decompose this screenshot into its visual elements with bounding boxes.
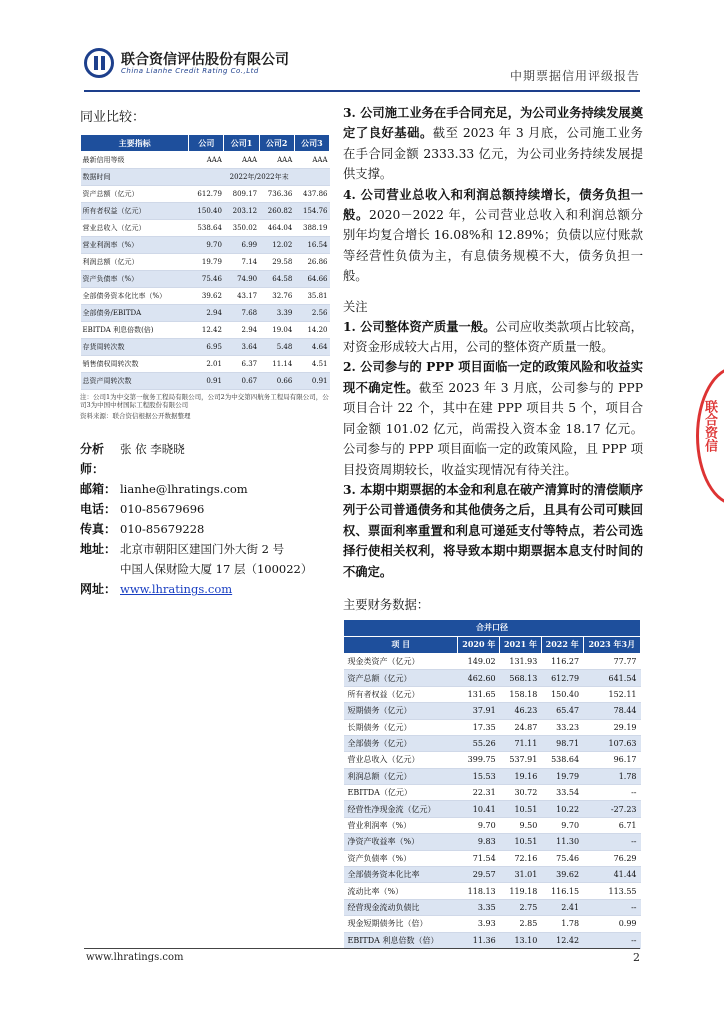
table-row [344, 834, 641, 850]
cell: 6.95 [189, 339, 224, 356]
concern-2-text: 截至 2023 年 3 月底，公司参与的 PPP 项目合计 22 个，其中在建 PPP 项目共 5 个，项目合同金额 101.02 亿元，尚需投入资本金 18.17 亿元。公司参与的 PPP 项目面临一定的政策风险，且 PPP 项目投资周期较长，收益实现情况有待关注。 [343, 380, 643, 477]
peer-table-source: 资料来源：联合资信根据公开数据整理 [80, 412, 191, 420]
cell: 12.42 [541, 932, 583, 948]
table-row [81, 322, 330, 339]
row-label: 现金短期债务比（倍） [344, 916, 458, 932]
row-label: 所有者权益（亿元） [81, 203, 189, 220]
fin-col-header: 2023 年3月 [583, 636, 640, 653]
cell: 71.54 [458, 850, 500, 866]
analyst-label: 分析师： [80, 442, 105, 476]
cell: 37.91 [458, 703, 500, 719]
peer-col-header: 公司3 [294, 135, 329, 152]
cell: 538.64 [541, 752, 583, 768]
strength-4 [343, 185, 643, 287]
header-divider [84, 90, 640, 92]
row-label: 资产总额（亿元） [81, 186, 189, 203]
cell: 78.44 [583, 703, 640, 719]
cell: 72.16 [500, 850, 542, 866]
row-label: 所有者权益（亿元） [344, 686, 458, 702]
cell: 16.54 [294, 237, 329, 254]
cell: 131.65 [458, 686, 500, 702]
cell: 15.53 [458, 768, 500, 784]
cell: 9.50 [500, 817, 542, 833]
cell: 2.85 [500, 916, 542, 932]
cell: 9.70 [541, 817, 583, 833]
row-label: 存货周转次数 [81, 339, 189, 356]
row-label: EBITDA（亿元） [344, 785, 458, 801]
cell: 11.30 [541, 834, 583, 850]
cell: 9.70 [189, 237, 224, 254]
row-label: 全部债务/EBITDA [81, 305, 189, 322]
cell: 4.64 [294, 339, 329, 356]
fin-col-header: 2021 年 [500, 636, 542, 653]
page-header [84, 44, 640, 88]
cell: 74.90 [224, 271, 259, 288]
cell: 39.62 [541, 867, 583, 883]
fin-table-header [344, 636, 641, 653]
cell: 2.41 [541, 899, 583, 915]
table-row [344, 801, 641, 817]
cell: 537.91 [500, 752, 542, 768]
row-label: 现金类资产（亿元） [344, 653, 458, 669]
cell: 64.58 [259, 271, 294, 288]
cell: 131.93 [500, 653, 542, 669]
cell: 9.83 [458, 834, 500, 850]
cell: 116.15 [541, 883, 583, 899]
cell: 46.23 [500, 703, 542, 719]
cell: 2.75 [500, 899, 542, 915]
row-label: 资产总额（亿元） [344, 670, 458, 686]
row-label: 总资产周转次数 [81, 373, 189, 390]
cell: 6.71 [583, 817, 640, 833]
fin-col-header: 2020 年 [458, 636, 500, 653]
table-row [344, 899, 641, 915]
phone: 010-85679696 [120, 502, 205, 516]
cell: 19.79 [541, 768, 583, 784]
table-row [81, 305, 330, 322]
cell: 96.17 [583, 752, 640, 768]
table-row [81, 237, 330, 254]
cell: 0.91 [294, 373, 329, 390]
table-row [344, 932, 641, 948]
table-row [344, 785, 641, 801]
table-row [81, 254, 330, 271]
cell: 736.36 [259, 186, 294, 203]
row-label: 长期债务（亿元） [344, 719, 458, 735]
company-name-en: China Lianhe Credit Rating Co.,Ltd [121, 67, 259, 75]
table-row [81, 186, 330, 203]
fax: 010-85679228 [120, 522, 205, 536]
address-label: 地址： [80, 542, 117, 556]
cell: 464.04 [259, 220, 294, 237]
cell: 75.46 [541, 850, 583, 866]
cell: 19.79 [189, 254, 224, 271]
financial-data-title: 主要财务数据： [343, 597, 430, 612]
row-label: 流动比率（%） [344, 883, 458, 899]
row-label: 资产负债率（%） [344, 850, 458, 866]
strength-4-text: 2020－2022 年，公司营业总收入和利润总额分别年均复合增长 16.08%和 12.89%；负债以应付账款等经营性负债为主，有息债务规模不大，债务负担一般。 [343, 208, 643, 284]
cell: 29.57 [458, 867, 500, 883]
fin-col-header: 项 目 [344, 636, 458, 653]
cell: 3.64 [224, 339, 259, 356]
cell: 1.78 [541, 916, 583, 932]
row-label: 数据时间 [81, 169, 189, 186]
table-row [344, 752, 641, 768]
strength-3-heading: 3. 公司施工业务在手合同充足，为公司业务持续发展奠定了良好基础。 [343, 105, 643, 141]
cell: 612.79 [541, 670, 583, 686]
cell: 388.19 [294, 220, 329, 237]
table-row [81, 152, 330, 169]
cell: 2022年/2022年末 [189, 169, 330, 186]
cell: 6.99 [224, 237, 259, 254]
cell: 9.70 [458, 817, 500, 833]
table-row [81, 220, 330, 237]
strength-3-text: 截至 2023 年 3 月底，公司施工业务在手合同金额 2333.33 亿元，为公司业务持续发展提供支撑。 [343, 126, 643, 182]
cell: 2.01 [189, 356, 224, 373]
company-logo-icon [84, 48, 114, 78]
row-label: 营业利润率（%） [81, 237, 189, 254]
cell: -- [583, 785, 640, 801]
table-row [344, 703, 641, 719]
table-row [344, 768, 641, 784]
company-name-cn: 联合资信评估股份有限公司 [121, 52, 289, 68]
table-row [344, 686, 641, 702]
cell: 76.29 [583, 850, 640, 866]
concern-2-heading: 2. 公司参与的 PPP 项目面临一定的政策风险和收益实现不确定性。 [343, 359, 643, 395]
cell: 30.72 [500, 785, 542, 801]
cell: 150.40 [189, 203, 224, 220]
left-column [80, 106, 332, 599]
cell: 0.67 [224, 373, 259, 390]
concern-1-heading: 1. 公司整体资产质量一般。 [343, 318, 496, 334]
row-label: 营业总收入（亿元） [81, 220, 189, 237]
cell: 462.60 [458, 670, 500, 686]
table-row [81, 373, 330, 390]
table-row [81, 271, 330, 288]
cell: AAA [189, 152, 224, 169]
cell: 31.01 [500, 867, 542, 883]
peer-col-header: 公司 [189, 135, 224, 152]
cell: -27.23 [583, 801, 640, 817]
cell: 17.35 [458, 719, 500, 735]
fin-caption: 合并口径 [344, 619, 641, 636]
cell: 7.68 [224, 305, 259, 322]
cell: 154.76 [294, 203, 329, 220]
website-label: 网址： [80, 582, 117, 596]
fin-caption-row [344, 619, 641, 636]
concern-1-text: 公司应收类款项占比较高，对资金形成较大占用，公司的整体资产质量一般。 [343, 319, 643, 355]
footer-url: www.lhratings.com [86, 952, 184, 963]
cell: 150.40 [541, 686, 583, 702]
cell: 0.91 [189, 373, 224, 390]
financial-data-table [343, 619, 641, 949]
concern-3-heading: 3. 本期中期票据的本金和利息在破产清算时的清偿顺序列于公司普通债务和其他债务之后，且具有公司可赎回权、票面利率重置和利息可递延支付等特点，若公司选择行使相关权利，将导致本期中期票据本息支付时间的不确定。 [343, 481, 643, 579]
cell: 24.87 [500, 719, 542, 735]
cell: 19.16 [500, 768, 542, 784]
cell: 33.23 [541, 719, 583, 735]
report-title: 中期票据信用评级报告 [509, 69, 640, 83]
cell: 65.47 [541, 703, 583, 719]
cell: 98.71 [541, 735, 583, 751]
row-label: 全部债务资本化比率（%） [81, 288, 189, 305]
cell: 64.66 [294, 271, 329, 288]
row-label: 销售债权周转次数 [81, 356, 189, 373]
cell: AAA [294, 152, 329, 169]
table-row [81, 169, 330, 186]
cell: 149.02 [458, 653, 500, 669]
cell: 12.02 [259, 237, 294, 254]
cell: 350.02 [224, 220, 259, 237]
table-row [81, 339, 330, 356]
table-row [344, 883, 641, 899]
cell: 2.56 [294, 305, 329, 322]
peer-comparison-title: 同业比较： [80, 110, 146, 125]
cell: 55.26 [458, 735, 500, 751]
cell: 203.12 [224, 203, 259, 220]
address-line-1: 北京市朝阳区建国门外大街 2 号 [120, 542, 285, 556]
table-row [81, 356, 330, 373]
phone-label: 电话： [80, 502, 117, 516]
cell: 612.79 [189, 186, 224, 203]
cell: 19.04 [259, 322, 294, 339]
right-column [343, 103, 643, 949]
cell: 10.22 [541, 801, 583, 817]
peer-table-header [81, 135, 330, 152]
peer-comparison-table [80, 134, 330, 390]
cell: 13.10 [500, 932, 542, 948]
footer-divider [84, 948, 640, 949]
cell: 77.77 [583, 653, 640, 669]
row-label: 经营现金流动负债比 [344, 899, 458, 915]
concern-1 [343, 317, 643, 358]
cell: 6.37 [224, 356, 259, 373]
cell: 43.17 [224, 288, 259, 305]
peer-col-header: 主要指标 [81, 135, 189, 152]
cell: 29.58 [259, 254, 294, 271]
cell: 35.81 [294, 288, 329, 305]
row-label: 利润总额（亿元） [344, 768, 458, 784]
cell: 568.13 [500, 670, 542, 686]
cell: 260.82 [259, 203, 294, 220]
cell: 32.76 [259, 288, 294, 305]
strength-3 [343, 103, 643, 185]
table-row [344, 916, 641, 932]
table-row [344, 653, 641, 669]
cell: 437.86 [294, 186, 329, 203]
cell: -- [583, 834, 640, 850]
row-label: 全部债务资本化比率 [344, 867, 458, 883]
row-label: 经营性净现金流（亿元） [344, 801, 458, 817]
cell: 71.11 [500, 735, 542, 751]
cell: 29.19 [583, 719, 640, 735]
cell: 11.36 [458, 932, 500, 948]
table-row [344, 735, 641, 751]
row-label: 短期债务（亿元） [344, 703, 458, 719]
cell: 5.48 [259, 339, 294, 356]
row-label: 全部债务（亿元） [344, 735, 458, 751]
cell: 2.94 [189, 305, 224, 322]
cell: AAA [224, 152, 259, 169]
concern-2 [343, 357, 643, 479]
peer-col-header: 公司2 [259, 135, 294, 152]
cell: 4.51 [294, 356, 329, 373]
cell: 0.99 [583, 916, 640, 932]
cell: 7.14 [224, 254, 259, 271]
cell: 399.75 [458, 752, 500, 768]
cell: AAA [259, 152, 294, 169]
page-number: 2 [633, 951, 640, 964]
table-row [344, 670, 641, 686]
cell: 10.41 [458, 801, 500, 817]
cell: 0.66 [259, 373, 294, 390]
table-row [344, 850, 641, 866]
row-label: 最新信用等级 [81, 152, 189, 169]
fax-label: 传真： [80, 522, 117, 536]
email: lianhe@lhratings.com [120, 482, 248, 496]
concern-3 [343, 480, 643, 582]
cell: 107.63 [583, 735, 640, 751]
cell: 118.13 [458, 883, 500, 899]
cell: 2.94 [224, 322, 259, 339]
row-label: EBITDA 利息倍数（倍） [344, 932, 458, 948]
cell: 1.78 [583, 768, 640, 784]
email-label: 邮箱： [80, 482, 117, 496]
cell: 14.20 [294, 322, 329, 339]
peer-table-note: 注：公司1为中交第一航务工程局有限公司，公司2为中交第四航务工程局有限公司，公司3为中国中材国际工程股份有限公司 [80, 393, 329, 409]
cell: 12.42 [189, 322, 224, 339]
strength-4-heading: 4. 公司营业总收入和利润总额持续增长，债务负担一般。 [343, 186, 643, 223]
table-row [344, 867, 641, 883]
table-row [81, 288, 330, 305]
cell: 11.14 [259, 356, 294, 373]
table-row [344, 817, 641, 833]
cell: 41.44 [583, 867, 640, 883]
peer-col-header: 公司1 [224, 135, 259, 152]
company-seal-text: 联合资信 [702, 400, 717, 452]
cell: 3.35 [458, 899, 500, 915]
cell: 39.62 [189, 288, 224, 305]
cell: 116.27 [541, 653, 583, 669]
cell: -- [583, 899, 640, 915]
fin-col-header: 2022 年 [541, 636, 583, 653]
row-label: EBITDA 利息倍数(倍) [81, 322, 189, 339]
cell: 10.51 [500, 801, 542, 817]
row-label: 资产负债率（%） [81, 271, 189, 288]
cell: 3.39 [259, 305, 294, 322]
website-link[interactable]: www.lhratings.com [120, 582, 233, 596]
cell: 152.11 [583, 686, 640, 702]
focus-title: 关注 [343, 299, 368, 314]
cell: 26.86 [294, 254, 329, 271]
cell: 10.51 [500, 834, 542, 850]
cell: -- [583, 932, 640, 948]
cell: 75.46 [189, 271, 224, 288]
row-label: 利润总额（亿元） [81, 254, 189, 271]
cell: 113.55 [583, 883, 640, 899]
row-label: 净资产收益率（%） [344, 834, 458, 850]
cell: 809.17 [224, 186, 259, 203]
cell: 538.64 [189, 220, 224, 237]
table-row [344, 719, 641, 735]
cell: 22.31 [458, 785, 500, 801]
cell: 158.18 [500, 686, 542, 702]
cell: 33.54 [541, 785, 583, 801]
address-line-2: 中国人保财险大厦 17 层（100022） [120, 562, 313, 576]
row-label: 营业总收入（亿元） [344, 752, 458, 768]
row-label: 营业利润率（%） [344, 817, 458, 833]
cell: 641.54 [583, 670, 640, 686]
contact-block [80, 439, 332, 599]
analysts: 张 依 李晓晓 [120, 442, 185, 456]
cell: 119.18 [500, 883, 542, 899]
table-row [81, 203, 330, 220]
cell: 3.93 [458, 916, 500, 932]
